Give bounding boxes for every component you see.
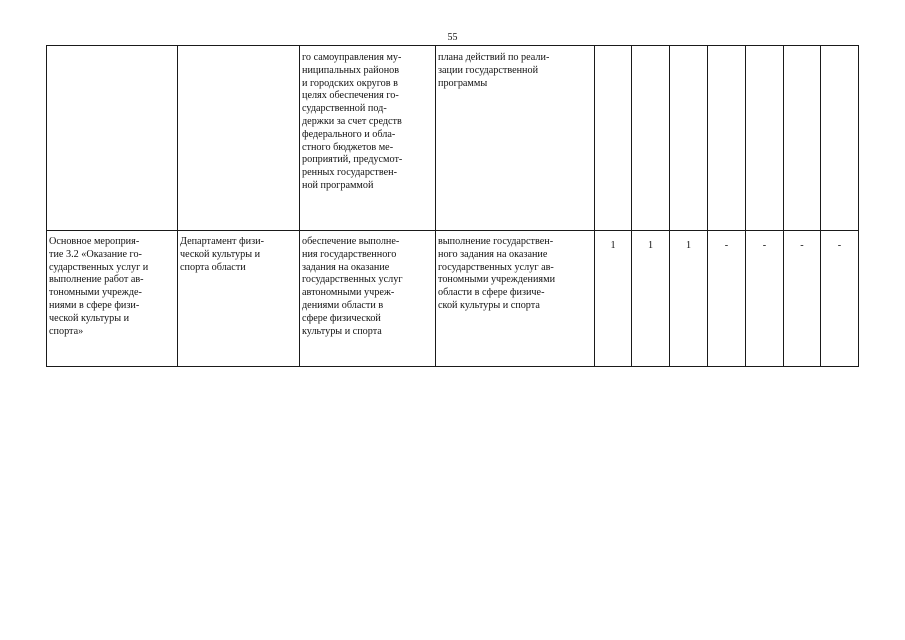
page-number: 55 <box>447 32 458 43</box>
value-cell: 1 <box>670 231 708 367</box>
executor-cell <box>178 231 300 367</box>
results-text: го самоуправления му- ниципальных районов и городских округов в целях обеспечения го- сударственной под- держки за счет средств федерального и обла- стного бюджетов ме- роприятий, предусмот- ренных государствен- ной программой <box>302 52 403 191</box>
event-text: Основное мероприя- тие 3.2 «Оказание го- сударственных услуг и выполнение работ ав- тономными учрежде- ниями в сфере физи- ческой культуры и спорта» <box>49 236 149 337</box>
indicator-text: плана действий по реали- зации государственной программы <box>438 52 550 89</box>
value-cell <box>595 46 632 231</box>
value-cell: 1 <box>595 231 632 367</box>
indicator-text: выполнение государствен- ного задания на оказание государственных услуг ав- тономными учреждениями области в сфере физиче- ской культуры и спорта <box>438 236 556 311</box>
value-cell <box>784 46 821 231</box>
value-cell <box>708 46 746 231</box>
event-cell <box>47 231 178 367</box>
value-cell: 1 <box>632 231 670 367</box>
value-cell: - <box>746 231 784 367</box>
value-cell <box>746 46 784 231</box>
value-cell: - <box>821 231 859 367</box>
executor-text: Департамент физи- ческой культуры и спорта области <box>180 236 264 273</box>
results-cell <box>300 231 436 367</box>
table-row <box>47 231 859 367</box>
value-cell <box>670 46 708 231</box>
value-cell: - <box>708 231 746 367</box>
value-cell <box>632 46 670 231</box>
program-events-table <box>46 45 859 367</box>
results-text: обеспечение выполне- ния государственного задания на оказание государственных услуг автономными учреж- дениями области в сфере физической культуры и спорта <box>302 236 403 337</box>
table-row <box>47 46 859 231</box>
indicator-cell <box>436 231 595 367</box>
results-cell <box>300 46 436 231</box>
executor-cell <box>178 46 300 231</box>
value-cell <box>821 46 859 231</box>
value-cell: - <box>784 231 821 367</box>
indicator-cell <box>436 46 595 231</box>
event-cell <box>47 46 178 231</box>
